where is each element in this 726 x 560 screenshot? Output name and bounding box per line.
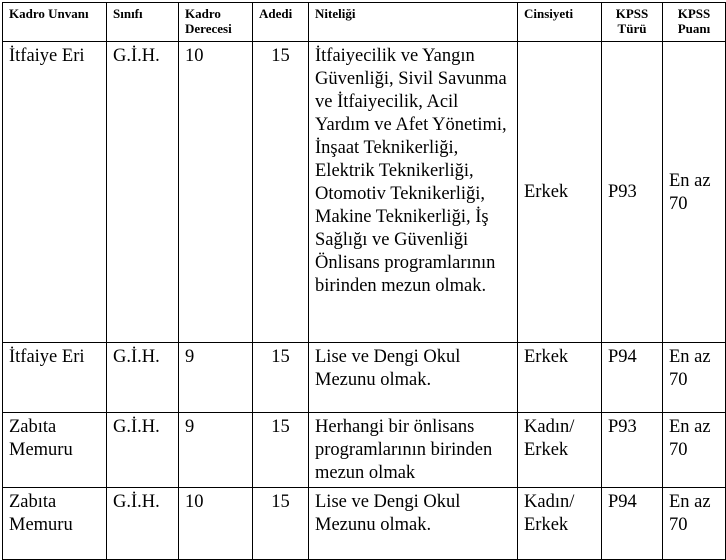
header-niteligi: Niteliği [309, 3, 518, 42]
cell-derece: 9 [179, 413, 253, 488]
cell-sinif: G.İ.H. [107, 413, 179, 488]
cell-unvan: Zabıta Memuru [3, 413, 107, 488]
cell-adet: 15 [253, 42, 309, 343]
cell-kpss-turu: P93 [602, 42, 663, 343]
header-kpss-turu: KPSS Türü [602, 3, 663, 42]
cell-kpss-puani: En az 70 [663, 42, 726, 343]
header-adedi: Adedi [253, 3, 309, 42]
table-header-row [3, 3, 726, 42]
cell-unvan: Zabıta Memuru [3, 488, 107, 560]
cell-adet: 15 [253, 413, 309, 488]
cell-kpss-puani: En az 70 [663, 413, 726, 488]
cell-unvan: İtfaiye Eri [3, 343, 107, 413]
cell-kpss-puani: En az 70 [663, 488, 726, 560]
header-kadro-derecesi: Kadro Derecesi [179, 3, 253, 42]
cell-nitelik: Lise ve Dengi Okul Mezunu olmak. [309, 343, 518, 413]
cell-cinsiyet: Erkek [518, 343, 602, 413]
table-row [3, 42, 726, 343]
cell-sinif: G.İ.H. [107, 343, 179, 413]
header-kadro-unvani: Kadro Unvanı [3, 3, 107, 42]
cell-nitelik: Lise ve Dengi Okul Mezunu olmak. [309, 488, 518, 560]
cell-cinsiyet: Kadın/ Erkek [518, 488, 602, 560]
cell-cinsiyet: Erkek [518, 42, 602, 343]
cell-kpss-turu: P93 [602, 413, 663, 488]
kadro-table [2, 2, 726, 560]
cell-kpss-turu: P94 [602, 488, 663, 560]
cell-derece: 9 [179, 343, 253, 413]
cell-adet: 15 [253, 343, 309, 413]
cell-sinif: G.İ.H. [107, 42, 179, 343]
header-cinsiyeti: Cinsiyeti [518, 3, 602, 42]
cell-unvan: İtfaiye Eri [3, 42, 107, 343]
header-kpss-puani: KPSS Puanı [663, 3, 726, 42]
table-row [3, 413, 726, 488]
cell-cinsiyet: Kadın/ Erkek [518, 413, 602, 488]
cell-kpss-turu: P94 [602, 343, 663, 413]
cell-nitelik: Herhangi bir önlisans programlarının birinden mezun olmak [309, 413, 518, 488]
cell-sinif: G.İ.H. [107, 488, 179, 560]
header-sinifi: Sınıfı [107, 3, 179, 42]
cell-derece: 10 [179, 488, 253, 560]
cell-kpss-puani: En az 70 [663, 343, 726, 413]
cell-nitelik: İtfaiyecilik ve Yangın Güvenliği, Sivil Savunma ve İtfaiyecilik, Acil Yardım ve Afet Yönetimi, İnşaat Teknikerliği, Elektrik Teknikerliği, Otomotiv Teknikerliği, Makine Teknikerliği, İş Sağlığı ve Güvenliği Önlisans programlarının birinden mezun olmak. [309, 42, 518, 343]
table-row [3, 343, 726, 413]
table-row [3, 488, 726, 560]
cell-adet: 15 [253, 488, 309, 560]
cell-derece: 10 [179, 42, 253, 343]
